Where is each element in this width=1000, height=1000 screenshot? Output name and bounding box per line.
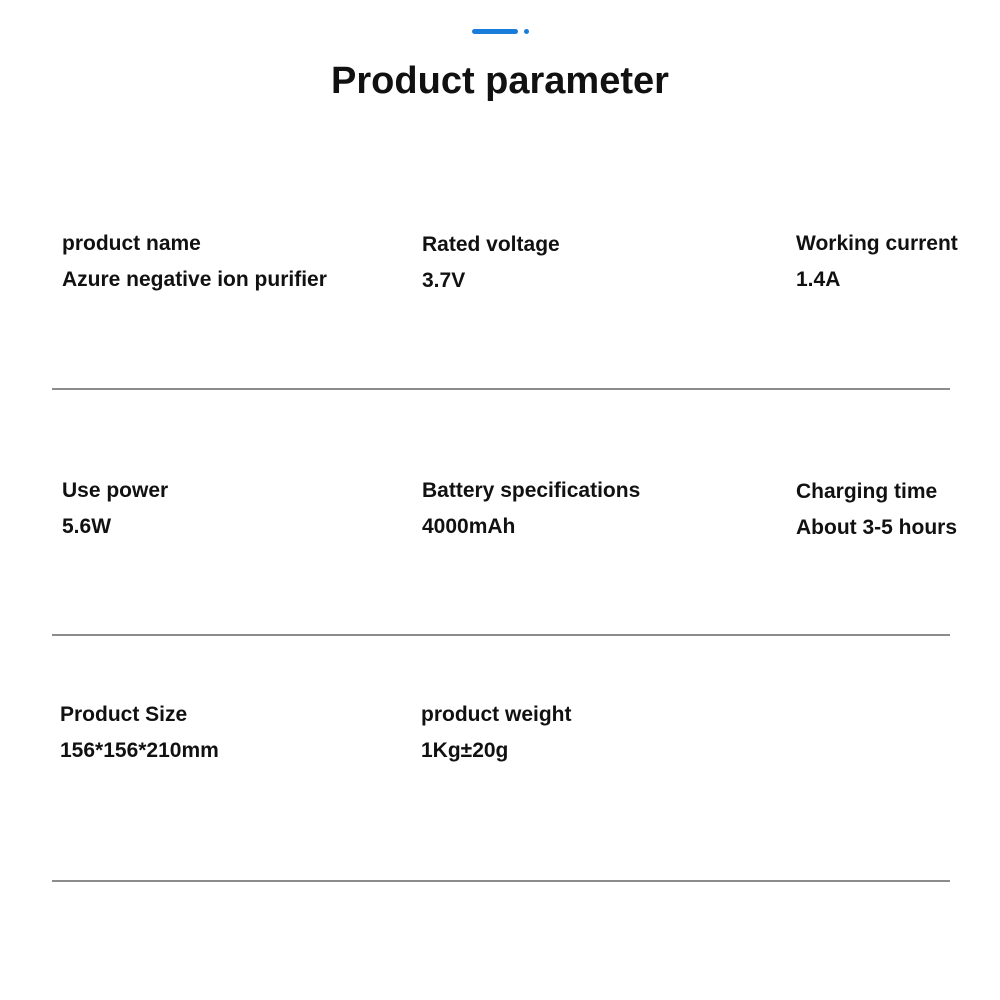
param-label: Battery specifications — [422, 479, 641, 502]
row-divider — [52, 388, 950, 390]
param-product-size — [60, 697, 420, 769]
param-label: product weight — [421, 703, 572, 726]
param-value: About 3-5 hours — [796, 516, 957, 539]
page-title: Product parameter — [331, 60, 669, 102]
param-charging-time — [796, 474, 996, 546]
param-working-current — [796, 226, 996, 298]
param-use-power — [62, 473, 422, 545]
param-label: product name — [62, 232, 201, 255]
param-label: Charging time — [796, 480, 938, 503]
param-value: 5.6W — [62, 515, 112, 538]
param-battery-specifications — [422, 473, 782, 545]
row-divider — [52, 634, 950, 636]
param-value: Azure negative ion purifier — [62, 268, 327, 291]
param-value: 3.7V — [422, 269, 466, 292]
param-label: Use power — [62, 479, 169, 502]
accent-dot — [524, 29, 529, 34]
param-value: 1Kg±20g — [421, 739, 509, 762]
param-value: 4000mAh — [422, 515, 516, 538]
accent-bar — [472, 29, 518, 34]
param-label: Rated voltage — [422, 233, 560, 256]
param-label: Product Size — [60, 703, 188, 726]
row-divider — [52, 880, 950, 882]
param-value: 1.4A — [796, 268, 841, 291]
param-rated-voltage — [422, 227, 782, 299]
param-label: Working current — [796, 232, 958, 255]
param-product-weight — [421, 697, 781, 769]
param-value: 156*156*210mm — [60, 739, 219, 762]
param-product-name — [62, 226, 422, 298]
